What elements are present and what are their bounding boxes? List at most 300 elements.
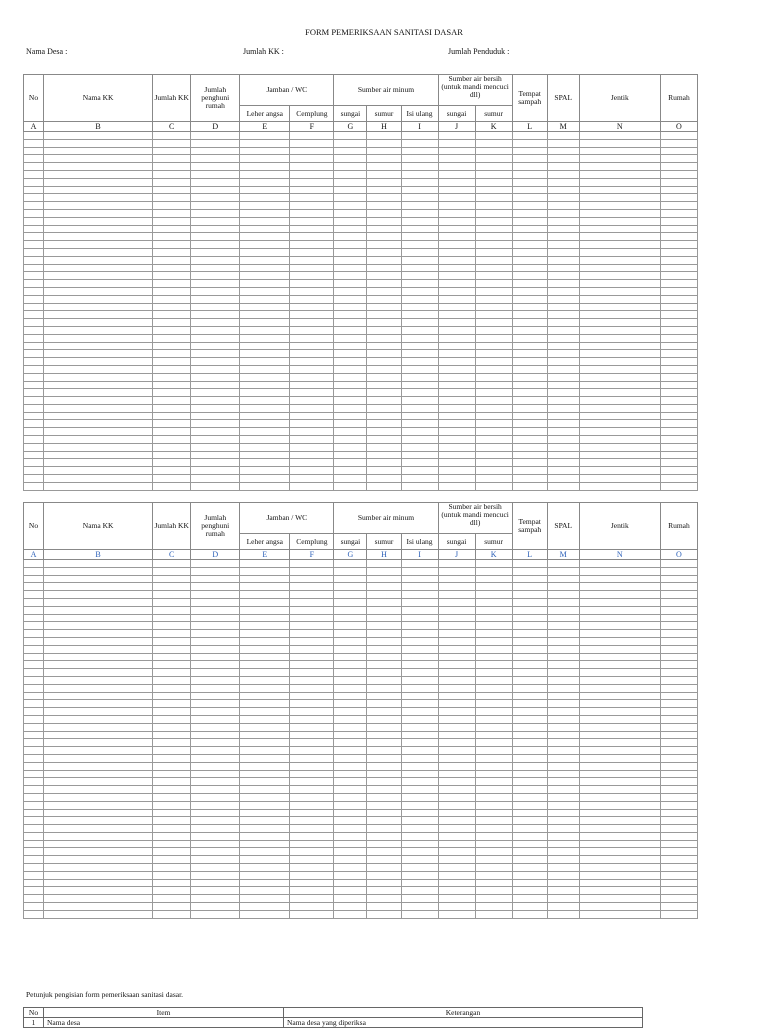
table-cell[interactable] [401,864,438,872]
table-cell[interactable] [153,731,191,739]
table-cell[interactable] [44,871,153,879]
table-cell[interactable] [475,256,512,264]
table-cell[interactable] [290,560,334,568]
table-cell[interactable] [367,233,401,241]
table-cell[interactable] [191,630,240,638]
table-cell[interactable] [24,459,44,467]
table-cell[interactable] [660,217,697,225]
table-cell[interactable] [401,762,438,770]
table-cell[interactable] [547,132,579,140]
table-cell[interactable] [24,653,44,661]
table-cell[interactable] [367,715,401,723]
table-cell[interactable] [24,645,44,653]
table-cell[interactable] [512,645,547,653]
table-cell[interactable] [153,459,191,467]
table-cell[interactable] [24,319,44,327]
table-cell[interactable] [512,209,547,217]
table-cell[interactable] [24,428,44,436]
table-cell[interactable] [290,723,334,731]
table-cell[interactable] [24,373,44,381]
table-cell[interactable] [367,459,401,467]
table-cell[interactable] [401,342,438,350]
table-cell[interactable] [153,622,191,630]
table-cell[interactable] [512,287,547,295]
table-cell[interactable] [153,692,191,700]
table-cell[interactable] [475,848,512,856]
table-cell[interactable] [334,147,367,155]
table-cell[interactable] [367,591,401,599]
table-cell[interactable] [438,209,475,217]
table-cell[interactable] [240,653,290,661]
table-cell[interactable] [475,614,512,622]
table-cell[interactable] [191,311,240,319]
table-cell[interactable] [660,598,697,606]
table-cell[interactable] [44,669,153,677]
table-cell[interactable] [44,155,153,163]
table-cell[interactable] [438,739,475,747]
table-cell[interactable] [401,178,438,186]
table-cell[interactable] [475,264,512,272]
table-cell[interactable] [24,280,44,288]
table-cell[interactable] [24,155,44,163]
table-cell[interactable] [290,731,334,739]
table-cell[interactable] [24,715,44,723]
table-cell[interactable] [367,637,401,645]
table-cell[interactable] [240,225,290,233]
table-cell[interactable] [512,739,547,747]
table-cell[interactable] [660,747,697,755]
table-cell[interactable] [24,739,44,747]
table-cell[interactable] [367,311,401,319]
table-cell[interactable] [660,311,697,319]
table-cell[interactable] [512,575,547,583]
table-cell[interactable] [153,365,191,373]
table-cell[interactable] [401,280,438,288]
table-cell[interactable] [44,319,153,327]
table-cell[interactable] [44,747,153,755]
table-cell[interactable] [660,786,697,794]
table-cell[interactable] [153,567,191,575]
table-cell[interactable] [438,420,475,428]
table-cell[interactable] [367,731,401,739]
table-cell[interactable] [334,256,367,264]
table-cell[interactable] [240,575,290,583]
table-cell[interactable] [367,793,401,801]
table-cell[interactable] [475,389,512,397]
table-cell[interactable] [660,155,697,163]
table-cell[interactable] [191,856,240,864]
table-cell[interactable] [153,451,191,459]
table-cell[interactable] [191,887,240,895]
table-cell[interactable] [24,381,44,389]
table-cell[interactable] [191,825,240,833]
table-cell[interactable] [512,653,547,661]
table-cell[interactable] [44,754,153,762]
table-cell[interactable] [438,684,475,692]
table-cell[interactable] [579,661,660,669]
table-cell[interactable] [334,482,367,490]
table-cell[interactable] [512,622,547,630]
table-cell[interactable] [438,155,475,163]
table-cell[interactable] [438,397,475,405]
table-cell[interactable] [334,217,367,225]
table-cell[interactable] [547,358,579,366]
table-cell[interactable] [579,459,660,467]
table-cell[interactable] [512,326,547,334]
table-cell[interactable] [191,708,240,716]
table-cell[interactable] [44,778,153,786]
table-cell[interactable] [44,661,153,669]
table-cell[interactable] [153,793,191,801]
table-cell[interactable] [191,910,240,918]
table-cell[interactable] [24,295,44,303]
table-cell[interactable] [240,311,290,319]
table-cell[interactable] [512,342,547,350]
table-cell[interactable] [367,747,401,755]
table-cell[interactable] [547,747,579,755]
table-cell[interactable] [290,319,334,327]
table-cell[interactable] [401,209,438,217]
table-cell[interactable] [512,436,547,444]
table-cell[interactable] [334,311,367,319]
table-cell[interactable] [240,560,290,568]
table-cell[interactable] [367,653,401,661]
table-cell[interactable] [475,451,512,459]
table-cell[interactable] [334,186,367,194]
table-cell[interactable] [512,475,547,483]
table-cell[interactable] [153,436,191,444]
table-cell[interactable] [44,420,153,428]
table-cell[interactable] [240,637,290,645]
table-cell[interactable] [367,287,401,295]
table-cell[interactable] [367,583,401,591]
table-cell[interactable] [334,708,367,716]
table-cell[interactable] [547,645,579,653]
table-cell[interactable] [290,264,334,272]
table-cell[interactable] [24,163,44,171]
table-cell[interactable] [290,459,334,467]
table-cell[interactable] [475,475,512,483]
table-cell[interactable] [401,217,438,225]
table-cell[interactable] [153,326,191,334]
table-cell[interactable] [401,630,438,638]
table-cell[interactable] [579,614,660,622]
table-cell[interactable] [438,163,475,171]
table-cell[interactable] [660,295,697,303]
table-cell[interactable] [290,622,334,630]
table-cell[interactable] [475,326,512,334]
table-cell[interactable] [240,209,290,217]
table-cell[interactable] [475,443,512,451]
table-cell[interactable] [475,708,512,716]
table-cell[interactable] [438,715,475,723]
table-cell[interactable] [367,467,401,475]
table-cell[interactable] [660,170,697,178]
table-cell[interactable] [367,848,401,856]
table-cell[interactable] [191,256,240,264]
table-cell[interactable] [512,358,547,366]
table-cell[interactable] [44,342,153,350]
table-cell[interactable] [24,248,44,256]
table-cell[interactable] [401,132,438,140]
table-cell[interactable] [44,443,153,451]
table-cell[interactable] [475,817,512,825]
table-cell[interactable] [367,879,401,887]
table-cell[interactable] [153,248,191,256]
table-cell[interactable] [401,373,438,381]
table-cell[interactable] [44,793,153,801]
table-cell[interactable] [24,443,44,451]
table-cell[interactable] [24,864,44,872]
table-cell[interactable] [290,178,334,186]
table-cell[interactable] [44,389,153,397]
table-cell[interactable] [475,879,512,887]
table-cell[interactable] [512,598,547,606]
table-cell[interactable] [475,248,512,256]
table-cell[interactable] [24,840,44,848]
table-cell[interactable] [290,661,334,669]
table-cell[interactable] [44,217,153,225]
table-cell[interactable] [401,708,438,716]
table-cell[interactable] [24,801,44,809]
table-cell[interactable] [438,731,475,739]
table-cell[interactable] [367,404,401,412]
table-cell[interactable] [44,598,153,606]
table-cell[interactable] [24,467,44,475]
table-cell[interactable] [44,459,153,467]
table-cell[interactable] [660,443,697,451]
table-cell[interactable] [401,879,438,887]
table-cell[interactable] [191,420,240,428]
table-cell[interactable] [579,731,660,739]
table-cell[interactable] [547,567,579,575]
table-cell[interactable] [334,248,367,256]
table-cell[interactable] [579,326,660,334]
table-cell[interactable] [44,739,153,747]
table-cell[interactable] [24,287,44,295]
table-cell[interactable] [24,178,44,186]
table-cell[interactable] [401,303,438,311]
table-cell[interactable] [290,389,334,397]
table-cell[interactable] [44,256,153,264]
table-cell[interactable] [579,856,660,864]
table-cell[interactable] [44,186,153,194]
table-cell[interactable] [191,241,240,249]
table-cell[interactable] [240,467,290,475]
table-cell[interactable] [660,903,697,911]
table-cell[interactable] [660,225,697,233]
table-cell[interactable] [660,801,697,809]
table-cell[interactable] [334,132,367,140]
table-cell[interactable] [438,194,475,202]
table-cell[interactable] [547,186,579,194]
table-cell[interactable] [475,241,512,249]
table-cell[interactable] [438,653,475,661]
table-cell[interactable] [290,708,334,716]
table-cell[interactable] [24,731,44,739]
table-cell[interactable] [153,848,191,856]
table-cell[interactable] [367,910,401,918]
table-cell[interactable] [547,287,579,295]
table-cell[interactable] [512,139,547,147]
table-cell[interactable] [547,194,579,202]
table-cell[interactable] [579,233,660,241]
table-cell[interactable] [660,715,697,723]
table-cell[interactable] [290,840,334,848]
table-cell[interactable] [579,622,660,630]
table-cell[interactable] [290,817,334,825]
table-cell[interactable] [191,739,240,747]
table-cell[interactable] [547,840,579,848]
table-cell[interactable] [240,786,290,794]
table-cell[interactable] [367,661,401,669]
table-cell[interactable] [191,155,240,163]
table-cell[interactable] [191,365,240,373]
table-cell[interactable] [579,147,660,155]
table-cell[interactable] [438,723,475,731]
table-cell[interactable] [44,770,153,778]
table-cell[interactable] [191,404,240,412]
table-cell[interactable] [438,451,475,459]
table-cell[interactable] [153,303,191,311]
table-cell[interactable] [334,326,367,334]
table-cell[interactable] [547,739,579,747]
table-cell[interactable] [367,903,401,911]
table-cell[interactable] [191,723,240,731]
table-cell[interactable] [290,412,334,420]
table-cell[interactable] [660,910,697,918]
table-cell[interactable] [334,684,367,692]
table-cell[interactable] [438,708,475,716]
table-cell[interactable] [44,637,153,645]
table-cell[interactable] [153,715,191,723]
table-cell[interactable] [547,653,579,661]
table-cell[interactable] [475,801,512,809]
table-cell[interactable] [438,178,475,186]
table-cell[interactable] [547,762,579,770]
table-cell[interactable] [401,739,438,747]
table-cell[interactable] [579,778,660,786]
table-cell[interactable] [153,272,191,280]
table-cell[interactable] [44,225,153,233]
table-cell[interactable] [290,186,334,194]
table-cell[interactable] [660,653,697,661]
table-cell[interactable] [153,762,191,770]
table-cell[interactable] [660,567,697,575]
table-cell[interactable] [153,708,191,716]
table-cell[interactable] [547,428,579,436]
table-cell[interactable] [44,762,153,770]
table-cell[interactable] [579,809,660,817]
table-cell[interactable] [240,420,290,428]
table-cell[interactable] [475,233,512,241]
table-cell[interactable] [512,684,547,692]
table-cell[interactable] [401,428,438,436]
table-cell[interactable] [401,840,438,848]
table-cell[interactable] [153,163,191,171]
table-cell[interactable] [290,739,334,747]
table-cell[interactable] [401,567,438,575]
table-cell[interactable] [191,770,240,778]
table-cell[interactable] [475,404,512,412]
table-cell[interactable] [475,311,512,319]
table-cell[interactable] [44,786,153,794]
table-cell[interactable] [240,264,290,272]
table-cell[interactable] [401,451,438,459]
table-cell[interactable] [401,793,438,801]
table-cell[interactable] [290,209,334,217]
table-cell[interactable] [240,583,290,591]
table-cell[interactable] [24,606,44,614]
table-cell[interactable] [475,739,512,747]
table-cell[interactable] [475,606,512,614]
table-cell[interactable] [475,895,512,903]
table-cell[interactable] [191,334,240,342]
table-cell[interactable] [153,256,191,264]
table-cell[interactable] [153,754,191,762]
table-cell[interactable] [334,412,367,420]
table-cell[interactable] [334,475,367,483]
table-cell[interactable] [475,630,512,638]
table-cell[interactable] [334,739,367,747]
table-cell[interactable] [660,809,697,817]
table-cell[interactable] [475,840,512,848]
table-cell[interactable] [438,801,475,809]
table-cell[interactable] [401,365,438,373]
table-cell[interactable] [24,241,44,249]
table-cell[interactable] [438,879,475,887]
table-cell[interactable] [290,436,334,444]
table-cell[interactable] [367,482,401,490]
table-cell[interactable] [512,233,547,241]
table-cell[interactable] [547,264,579,272]
table-cell[interactable] [153,342,191,350]
table-cell[interactable] [547,225,579,233]
table-cell[interactable] [334,747,367,755]
table-cell[interactable] [512,762,547,770]
table-cell[interactable] [290,614,334,622]
table-cell[interactable] [240,856,290,864]
table-cell[interactable] [240,676,290,684]
table-cell[interactable] [153,186,191,194]
table-cell[interactable] [44,147,153,155]
table-cell[interactable] [290,155,334,163]
table-cell[interactable] [475,225,512,233]
table-cell[interactable] [290,475,334,483]
table-cell[interactable] [191,614,240,622]
table-cell[interactable] [438,482,475,490]
table-cell[interactable] [512,217,547,225]
table-cell[interactable] [579,428,660,436]
table-cell[interactable] [579,864,660,872]
table-cell[interactable] [191,817,240,825]
table-cell[interactable] [579,256,660,264]
table-cell[interactable] [191,186,240,194]
table-cell[interactable] [290,467,334,475]
table-cell[interactable] [401,817,438,825]
table-cell[interactable] [438,895,475,903]
table-cell[interactable] [334,467,367,475]
table-cell[interactable] [153,482,191,490]
table-cell[interactable] [240,443,290,451]
table-cell[interactable] [240,389,290,397]
table-cell[interactable] [401,692,438,700]
table-cell[interactable] [401,676,438,684]
table-cell[interactable] [367,832,401,840]
table-cell[interactable] [660,591,697,599]
table-cell[interactable] [512,170,547,178]
table-cell[interactable] [660,334,697,342]
